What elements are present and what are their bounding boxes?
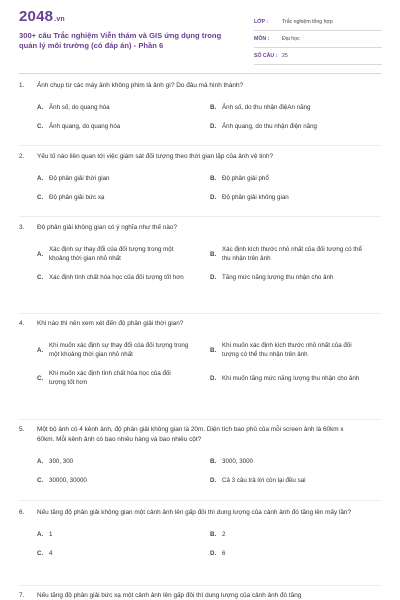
- option-c[interactable]: [37, 122, 210, 131]
- logo-text: 2048: [19, 8, 54, 25]
- question-number: 2.: [19, 153, 25, 160]
- meta-value: 25: [282, 53, 288, 59]
- option-letter: B.: [210, 458, 217, 465]
- option-text: Tăng mức năng lượng thu nhận cho ảnh: [222, 274, 334, 281]
- question-6: [19, 508, 381, 558]
- option-letter: B.: [210, 346, 217, 354]
- option-letter: B.: [210, 175, 217, 182]
- question-number: 3.: [19, 224, 25, 231]
- question-4: [19, 319, 381, 387]
- question-text: Một bộ ảnh có 4 kênh ảnh, độ phân giải không gian là 20m. Diện tích bao phủ của mỗi screen ảnh là 60km x 60km. Mỗi kênh ảnh có bao nhiêu hàng và bao nhiêu cột?: [37, 426, 344, 443]
- option-c[interactable]: [37, 549, 210, 558]
- option-letter: D.: [210, 194, 217, 201]
- question-number: 1.: [19, 82, 25, 89]
- question-number: 5.: [19, 426, 25, 433]
- question-divider: [19, 313, 381, 314]
- question-2: [19, 152, 381, 202]
- option-d[interactable]: [210, 369, 383, 387]
- meta-key: MÔN :: [254, 36, 270, 42]
- option-text: 1: [49, 531, 53, 538]
- option-a[interactable]: [37, 341, 210, 359]
- option-letter: C.: [37, 550, 44, 557]
- option-text: Khi muốn tăng mức năng lượng thu nhận cho ảnh: [222, 374, 360, 382]
- option-letter: D.: [210, 374, 217, 382]
- meta-row-count: [254, 48, 382, 65]
- question-text: Nếu tăng độ phân giải không gian một cảnh ảnh lên gấp đôi thì dung lượng của cảnh ảnh đó tăng lên mấy lần?: [37, 509, 352, 516]
- option-letter: C.: [37, 477, 44, 484]
- option-d[interactable]: [210, 549, 383, 558]
- question-1: [19, 81, 381, 131]
- option-b[interactable]: [210, 174, 383, 183]
- meta-row-class: [254, 14, 382, 31]
- option-text: Xác định kích thước nhỏ nhất của đối tượng có thể thu nhận trên ảnh: [222, 246, 362, 262]
- option-letter: B.: [210, 531, 217, 538]
- option-letter: D.: [210, 123, 217, 130]
- meta-value: Đại học: [282, 36, 300, 42]
- options: [37, 530, 381, 558]
- option-b[interactable]: [210, 245, 383, 263]
- option-text: Ảnh số, do thu nhận điệAn năng: [222, 104, 311, 111]
- question-divider: [19, 585, 381, 586]
- option-letter: B.: [210, 250, 217, 258]
- option-text: Cả 3 câu trả lời còn lại đều sai: [222, 477, 306, 484]
- option-text: Ảnh quang, do quang hóa: [49, 123, 121, 130]
- option-letter: A.: [37, 531, 44, 538]
- option-text: Ảnh quang, do thu nhận điện năng: [222, 123, 317, 130]
- option-c[interactable]: [37, 273, 210, 282]
- question-divider: [19, 500, 381, 501]
- option-letter: A.: [37, 104, 44, 111]
- question-5: [19, 425, 381, 485]
- option-text: Khi muốn xác định sự thay đổi của đối tượng trong một khoảng thời gian nhỏ nhất: [49, 342, 189, 358]
- options: [37, 103, 381, 131]
- options: [37, 245, 381, 282]
- option-letter: C.: [37, 274, 44, 281]
- option-text: Độ phân giải không gian: [222, 194, 289, 201]
- options: [37, 341, 381, 387]
- option-letter: D.: [210, 550, 217, 557]
- option-a[interactable]: [37, 457, 210, 466]
- option-letter: C.: [37, 374, 44, 382]
- option-text: 6: [222, 550, 226, 557]
- option-text: 30000, 30000: [49, 477, 87, 484]
- option-b[interactable]: [210, 341, 383, 359]
- option-letter: A.: [37, 458, 44, 465]
- document-title: 300+ câu Trắc nghiệm Viễn thám và GIS ứng dụng trong quản lý môi trường (có đáp án) - Phần 6: [19, 31, 222, 50]
- header-divider: [19, 73, 381, 74]
- question-divider: [19, 419, 381, 420]
- option-text: Xác định tính chất hóa học của đối tượng tốt hơn: [49, 274, 184, 281]
- option-a[interactable]: [37, 103, 210, 112]
- option-b[interactable]: [210, 103, 383, 112]
- option-text: Độ phân giải thời gian: [49, 175, 110, 182]
- option-letter: A.: [37, 346, 44, 354]
- meta-key: SỐ CÂU :: [254, 53, 278, 59]
- option-text: 4: [49, 550, 53, 557]
- option-letter: C.: [37, 123, 44, 130]
- logo-suffix: .vn: [54, 16, 65, 23]
- question-7: [19, 591, 381, 600]
- option-d[interactable]: [210, 273, 383, 282]
- question-number: 4.: [19, 320, 25, 327]
- option-c[interactable]: [37, 369, 210, 387]
- question-text: Yếu tố nào liên quan tới việc giám sát đối tượng theo thời gian lặp của ảnh vệ tinh?: [37, 153, 274, 160]
- question-text: Nếu tăng độ phân giải bức xạ một cảnh ảnh lên gấp đôi thì dung lượng của cảnh ảnh đó tăng: [37, 592, 302, 599]
- option-text: 3000, 3000: [222, 458, 253, 465]
- option-letter: D.: [210, 274, 217, 281]
- options: [37, 174, 381, 202]
- option-a[interactable]: [37, 174, 210, 183]
- option-text: Độ phân giải phổ: [222, 175, 269, 182]
- meta-value: Trắc nghiệm tổng hợp: [282, 19, 333, 25]
- meta-table: [254, 14, 382, 65]
- option-text: Khi muốn xác định tính chất hóa học của đối tượng tốt hơn: [49, 370, 171, 386]
- option-letter: D.: [210, 477, 217, 484]
- option-text: Khi muốn xác định kích thước nhỏ nhất của đối tượng có thể thu nhận trên ảnh: [222, 342, 352, 358]
- question-text: Ảnh chụp từ các máy ảnh không phim là ảnh gì? Do đâu mà hình thành?: [37, 82, 244, 89]
- option-b[interactable]: [210, 457, 383, 466]
- question-text: Khi nào thì nên xem xét đến độ phân giải thời gian?: [37, 320, 184, 327]
- page-header: [0, 0, 400, 72]
- option-letter: B.: [210, 104, 217, 111]
- option-b[interactable]: [210, 530, 383, 539]
- option-text: Ảnh số, do quang hóa: [49, 104, 110, 111]
- option-c[interactable]: [37, 193, 210, 202]
- option-d[interactable]: [210, 476, 383, 485]
- question-divider: [19, 216, 381, 217]
- question-divider: [19, 145, 381, 146]
- option-letter: A.: [37, 250, 44, 258]
- question-number: 6.: [19, 509, 25, 516]
- option-text: 300, 300: [49, 458, 74, 465]
- meta-key: LỚP :: [254, 19, 269, 25]
- option-a[interactable]: [37, 245, 210, 263]
- options: [37, 457, 381, 485]
- site-logo[interactable]: [19, 8, 65, 25]
- option-text: 2: [222, 531, 226, 538]
- option-text: Độ phân giải bức xạ: [49, 194, 105, 201]
- question-number: 7.: [19, 592, 25, 599]
- option-text: Xác định sự thay đổi của đối tượng trong một khoảng thời gian nhỏ nhất: [49, 246, 174, 262]
- question-3: [19, 223, 381, 282]
- option-letter: A.: [37, 175, 44, 182]
- question-text: Độ phân giải không gian có ý nghĩa như thế nào?: [37, 224, 178, 231]
- option-d[interactable]: [210, 122, 383, 131]
- meta-row-subject: [254, 31, 382, 48]
- option-c[interactable]: [37, 476, 210, 485]
- option-a[interactable]: [37, 530, 210, 539]
- option-letter: C.: [37, 194, 44, 201]
- option-d[interactable]: [210, 193, 383, 202]
